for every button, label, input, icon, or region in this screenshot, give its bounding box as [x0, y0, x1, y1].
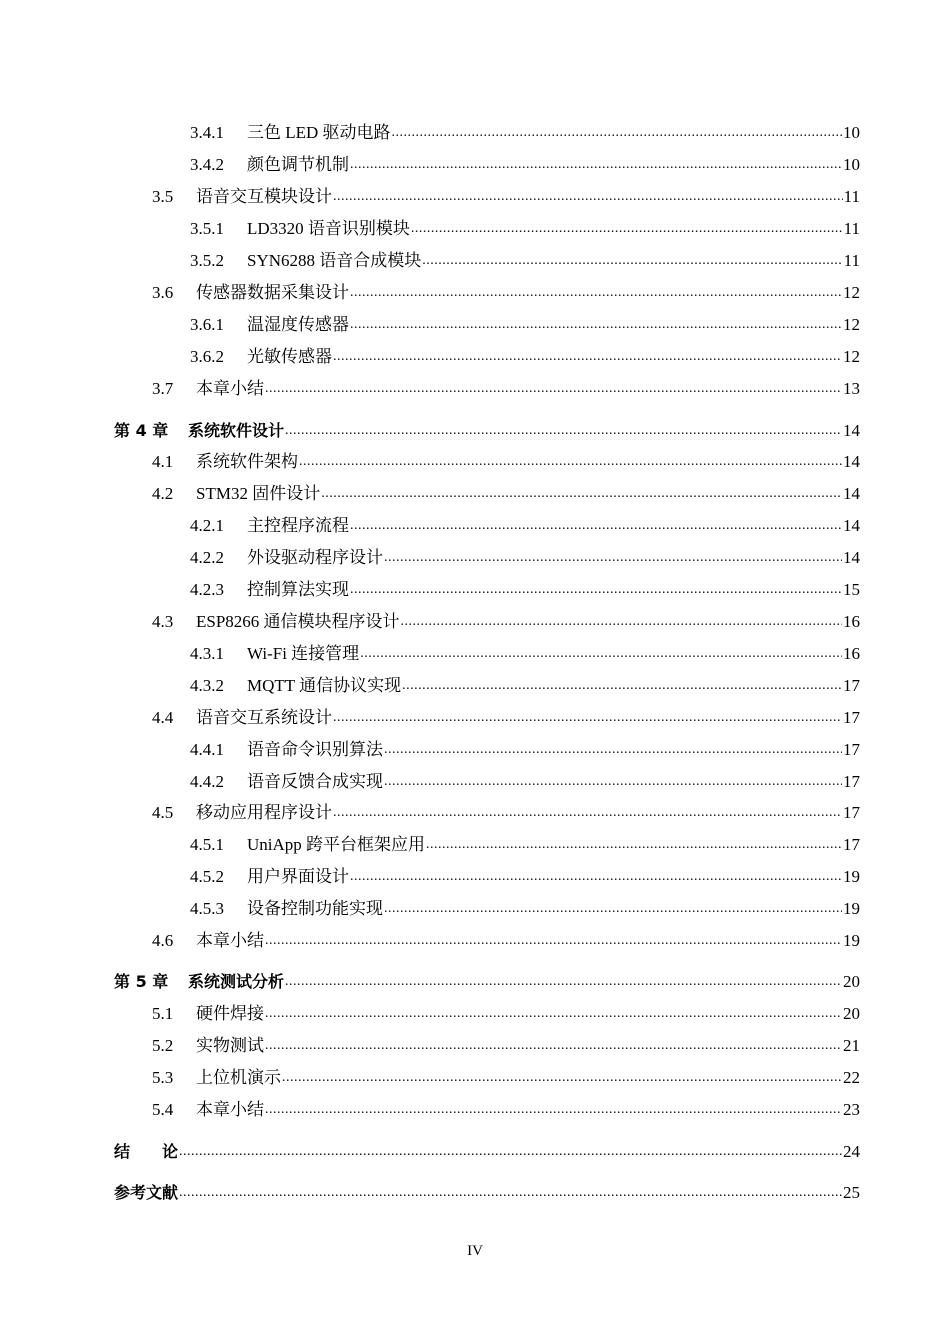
toc-entry-page: 20 — [843, 1004, 860, 1023]
toc-entry-number: 4.4 — [152, 708, 174, 727]
toc-entry-title: 传感器数据采集设计 — [196, 283, 349, 302]
toc-entry-number: 4.6 — [152, 931, 174, 950]
toc-entry-title: ESP8266 通信模块程序设计 — [196, 612, 400, 631]
toc-leader-dots — [333, 803, 842, 823]
toc-entry-page: 16 — [843, 644, 860, 663]
toc-leader-dots — [265, 379, 842, 399]
toc-entry-title: 系统软件架构 — [196, 452, 298, 471]
toc-entry[interactable] — [152, 480, 860, 504]
toc-entry-label — [152, 283, 349, 303]
toc-entry-label — [190, 123, 391, 143]
toc-entry-title: UniApp 跨平台框架应用 — [247, 835, 426, 854]
toc-entry-label — [152, 708, 332, 728]
toc-entry-page: 14 — [843, 452, 860, 471]
toc-entry[interactable] — [152, 704, 860, 728]
toc-entry-page: 20 — [843, 972, 860, 991]
toc-entry-number: 4.3 — [152, 612, 174, 631]
toc-entry-title: STM32 固件设计 — [196, 484, 321, 503]
toc-entry-title: 控制算法实现 — [247, 580, 349, 599]
toc-entry-title: LD3320 语音识别模块 — [247, 219, 410, 238]
toc-leader-dots — [333, 708, 842, 728]
toc-leader-dots — [321, 484, 842, 504]
toc-leader-dots — [179, 1183, 842, 1203]
toc-leader-dots — [360, 644, 842, 664]
toc-leader-dots — [299, 452, 842, 472]
toc-entry[interactable] — [190, 863, 860, 887]
toc-entry-number: 5.4 — [152, 1100, 174, 1119]
toc-entry-number: 4.5.2 — [190, 867, 224, 886]
toc-entry-title: 上位机演示 — [196, 1068, 281, 1087]
toc-entry-label — [152, 1004, 264, 1024]
toc-entry[interactable] — [152, 799, 860, 823]
toc-entry[interactable] — [152, 927, 860, 951]
toc-entry[interactable] — [152, 375, 860, 399]
toc-entry-label — [190, 315, 349, 335]
toc-entry-number: 4.4.1 — [190, 740, 224, 759]
toc-entry-page: 17 — [843, 772, 860, 791]
toc-entry-number: 5.2 — [152, 1036, 174, 1055]
toc-entry-title: 外设驱动程序设计 — [247, 548, 383, 567]
toc-entry[interactable] — [190, 831, 860, 855]
toc-entry-page: 14 — [843, 516, 860, 535]
toc-entry-title: 本章小结 — [196, 379, 264, 398]
toc-leader-dots — [265, 931, 842, 951]
toc-leader-dots — [384, 548, 842, 568]
toc-entry-title: 本章小结 — [196, 1100, 264, 1119]
toc-entry-title: 移动应用程序设计 — [196, 803, 332, 822]
toc-entry-label — [152, 1100, 264, 1120]
toc-entry-title: 本章小结 — [196, 931, 264, 950]
toc-entry-label — [190, 899, 383, 919]
toc-entry-page: 14 — [843, 484, 860, 503]
toc-leader-dots — [350, 155, 842, 175]
toc-entry[interactable] — [190, 311, 860, 335]
toc-leader-dots — [350, 283, 842, 303]
toc-entry-title: Wi-Fi 连接管理 — [247, 644, 360, 663]
toc-entry-page: 14 — [843, 421, 860, 440]
toc-entry[interactable] — [152, 608, 860, 632]
toc-entry[interactable] — [152, 448, 860, 472]
toc-entry-number: 4.5 — [152, 803, 174, 822]
toc-entry-label — [152, 484, 320, 504]
toc-entry-title: 结 论 — [114, 1142, 179, 1161]
toc-leader-dots — [285, 972, 842, 992]
toc-entry-page: 16 — [843, 612, 860, 631]
toc-entry-label — [152, 1036, 264, 1056]
toc-entry-label — [114, 1183, 178, 1203]
toc-entry[interactable] — [114, 1179, 860, 1203]
toc-entry[interactable] — [114, 417, 860, 441]
toc-entry-page: 17 — [843, 803, 860, 822]
toc-entry[interactable] — [190, 544, 860, 568]
toc-entry-page: 12 — [843, 315, 860, 334]
toc-leader-dots — [422, 251, 842, 271]
toc-entry-number: 5.3 — [152, 1068, 174, 1087]
toc-entry-title: SYN6288 语音合成模块 — [247, 251, 422, 270]
toc-entry[interactable] — [190, 768, 860, 792]
toc-entry-page: 11 — [843, 187, 860, 206]
toc-entry-number: 3.4.2 — [190, 155, 224, 174]
toc-entry[interactable] — [190, 247, 860, 271]
toc-leader-dots — [333, 187, 843, 207]
toc-entry-page: 17 — [843, 708, 860, 727]
toc-entry-number: 4.2 — [152, 484, 174, 503]
toc-entry-number: 4.5.1 — [190, 835, 224, 854]
toc-leader-dots — [285, 421, 842, 441]
toc-entry-number: 4.3.2 — [190, 676, 224, 695]
toc-entry[interactable] — [190, 119, 860, 143]
toc-entry-label — [190, 676, 401, 696]
toc-entry-label — [190, 155, 349, 175]
toc-entry-page: 12 — [843, 283, 860, 302]
toc-entry-label — [152, 931, 264, 951]
toc-entry-page: 13 — [843, 379, 860, 398]
toc-entry-page: 19 — [843, 899, 860, 918]
toc-entry-label — [152, 379, 264, 399]
toc-leader-dots — [411, 219, 843, 239]
toc-entry-number: 第 4 章 — [114, 421, 169, 440]
toc-entry-number: 4.2.2 — [190, 548, 224, 567]
toc-entry-number: 3.6 — [152, 283, 174, 302]
toc-entry-label — [190, 835, 425, 855]
toc-entry-label — [190, 251, 421, 271]
toc-leader-dots — [384, 740, 842, 760]
toc-entry-label — [190, 548, 383, 568]
toc-entry-title: 语音交互系统设计 — [196, 708, 332, 727]
toc-entry-number: 4.3.1 — [190, 644, 224, 663]
toc-leader-dots — [384, 899, 842, 919]
toc-entry[interactable] — [114, 968, 860, 992]
toc-leader-dots — [426, 835, 842, 855]
toc-entry-page: 12 — [843, 347, 860, 366]
toc-entry[interactable] — [152, 1032, 860, 1056]
toc-entry[interactable] — [190, 672, 860, 696]
toc-entry-label — [190, 580, 349, 600]
toc-entry-label — [190, 644, 359, 664]
toc-entry-label — [152, 1068, 281, 1088]
toc-entry-label — [152, 803, 332, 823]
toc-entry-page: 19 — [843, 867, 860, 886]
toc-entry[interactable] — [190, 895, 860, 919]
toc-entry-title: 语音反馈合成实现 — [247, 772, 383, 791]
toc-entry-title: 系统测试分析 — [188, 972, 285, 991]
toc-entry-page: 15 — [843, 580, 860, 599]
toc-entry-number: 3.4.1 — [190, 123, 224, 142]
toc-entry-page: 10 — [843, 155, 860, 174]
toc-entry-title: 实物测试 — [196, 1036, 264, 1055]
toc-entry-page: 10 — [843, 123, 860, 142]
toc-leader-dots — [265, 1036, 842, 1056]
toc-entry-number: 3.5.1 — [190, 219, 224, 238]
toc-leader-dots — [384, 772, 842, 792]
toc-leader-dots — [392, 123, 842, 143]
toc-entry-label — [190, 219, 410, 239]
toc-entry[interactable] — [190, 151, 860, 175]
toc-entry-number: 4.1 — [152, 452, 174, 471]
toc-leader-dots — [282, 1068, 842, 1088]
toc-entry-label — [114, 972, 284, 992]
toc-leader-dots — [350, 516, 842, 536]
toc-entry-number: 4.5.3 — [190, 899, 224, 918]
toc-leader-dots — [333, 347, 842, 367]
toc-entry-number: 3.6.2 — [190, 347, 224, 366]
toc-entry[interactable] — [190, 736, 860, 760]
toc-leader-dots — [179, 1142, 842, 1162]
toc-entry-title: 系统软件设计 — [188, 421, 285, 440]
toc-entry-title: 语音命令识别算法 — [247, 740, 383, 759]
toc-entry-number: 3.5.2 — [190, 251, 224, 270]
toc-entry[interactable] — [152, 183, 860, 207]
toc-entry[interactable] — [190, 343, 860, 367]
toc-entry-page: 24 — [843, 1142, 860, 1161]
toc-entry[interactable] — [152, 1096, 860, 1120]
toc-entry-title: MQTT 通信协议实现 — [247, 676, 402, 695]
toc-entry-title: 光敏传感器 — [247, 347, 332, 366]
toc-entry-label — [152, 612, 400, 632]
toc-entry-label — [190, 347, 332, 367]
toc-leader-dots — [350, 867, 842, 887]
toc-entry-label — [152, 187, 332, 207]
toc-entry-title: 参考文献 — [114, 1183, 179, 1202]
toc-leader-dots — [265, 1100, 842, 1120]
toc-entry[interactable] — [190, 576, 860, 600]
toc-entry[interactable] — [190, 215, 860, 239]
toc-entry-page: 17 — [843, 835, 860, 854]
toc-entry-number: 4.2.1 — [190, 516, 224, 535]
toc-entry-number: 4.4.2 — [190, 772, 224, 791]
toc-leader-dots — [350, 580, 842, 600]
toc-entry[interactable] — [152, 1000, 860, 1024]
toc-entry-number: 3.5 — [152, 187, 174, 206]
toc-entry-label — [190, 516, 349, 536]
toc-entry-number: 3.6.1 — [190, 315, 224, 334]
toc-entry[interactable] — [152, 1064, 860, 1088]
toc-entry-page: 17 — [843, 740, 860, 759]
toc-entry[interactable] — [190, 512, 860, 536]
toc-entry-label — [152, 452, 298, 472]
toc-entry[interactable] — [152, 279, 860, 303]
toc-leader-dots — [401, 612, 842, 632]
toc-entry-page: 17 — [843, 676, 860, 695]
toc-entry-label — [114, 421, 284, 441]
toc-entry-title: 三色 LED 驱动电路 — [247, 123, 391, 142]
toc-leader-dots — [350, 315, 842, 335]
toc-entry-number: 4.2.3 — [190, 580, 224, 599]
toc-entry-title: 语音交互模块设计 — [196, 187, 332, 206]
toc-entry-page: 23 — [843, 1100, 860, 1119]
toc-entry-page: 11 — [843, 219, 860, 238]
toc-entry-title: 温湿度传感器 — [247, 315, 349, 334]
toc-leader-dots — [402, 676, 842, 696]
toc-entry-label — [114, 1142, 178, 1162]
toc-entry-page: 14 — [843, 548, 860, 567]
toc-entry-number: 3.7 — [152, 379, 174, 398]
toc-entry-title: 用户界面设计 — [247, 867, 349, 886]
toc-entry-label — [190, 772, 383, 792]
toc-entry-title: 设备控制功能实现 — [247, 899, 383, 918]
toc-entry-title: 主控程序流程 — [247, 516, 349, 535]
toc-entry-label — [190, 740, 383, 760]
toc-entry-number: 5.1 — [152, 1004, 174, 1023]
toc-entry-label — [190, 867, 349, 887]
toc-entry[interactable] — [190, 640, 860, 664]
toc-entry-page: 11 — [843, 251, 860, 270]
page-number: IV — [467, 1243, 483, 1259]
toc-leader-dots — [265, 1004, 842, 1024]
toc-entry-title: 颜色调节机制 — [247, 155, 349, 174]
toc-entry-title: 硬件焊接 — [196, 1004, 264, 1023]
toc-entry-number: 第 5 章 — [114, 972, 169, 991]
toc-entry[interactable] — [114, 1138, 860, 1162]
toc-entry-page: 22 — [843, 1068, 860, 1087]
toc-entry-page: 19 — [843, 931, 860, 950]
toc-entry-page: 21 — [843, 1036, 860, 1055]
toc-entry-page: 25 — [843, 1183, 860, 1202]
